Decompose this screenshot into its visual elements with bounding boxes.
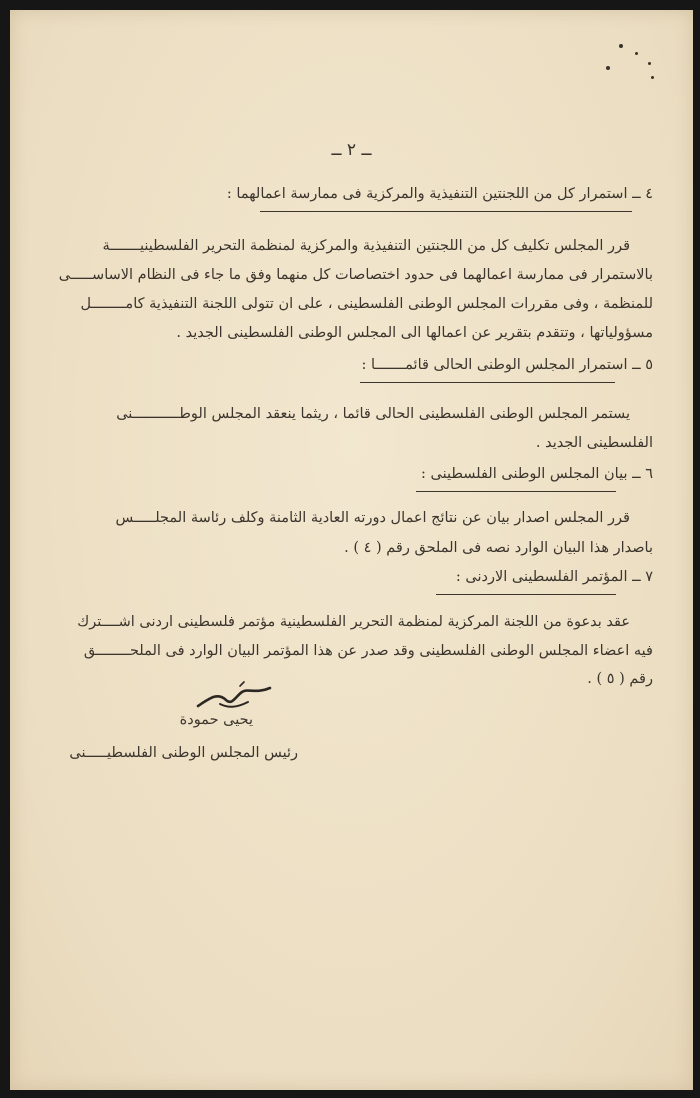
section-4-line-4: مسؤولياتها ، وتتقدم بتقرير عن اعمالها الى المجلس الوطنى الفلسطينى الجديد .: [176, 325, 653, 341]
section-4-line-3: للمنظمة ، وفى مقررات المجلس الوطنى الفلسطينى ، على ان تتولى اللجنة التنفيذية كامــــــــل: [80, 296, 653, 312]
section-7-line-2: فيه اعضاء المجلس الوطنى الفلسطينى وقد صدر عن هذا المؤتمر البيان الوارد فى الملحــــــــق: [83, 643, 653, 659]
section-5-underline: [360, 382, 615, 383]
corner-dot: [651, 76, 654, 79]
section-6-line-2: باصدار هذا البيان الوارد نصه فى الملحق رقم ( ٤ ) .: [344, 540, 653, 556]
corner-dot: [648, 62, 651, 65]
section-5-heading: ٥ ــ استمرار المجلس الوطنى الحالى قائمـــــــا :: [361, 357, 653, 373]
section-6-heading: ٦ ــ بيان المجلس الوطنى الفلسطينى :: [421, 466, 653, 482]
section-6-underline: [416, 491, 616, 492]
section-7-line-3: رقم ( ٥ ) .: [587, 671, 653, 687]
section-4-underline: [260, 211, 632, 212]
corner-dot: [606, 66, 610, 70]
section-7-heading: ٧ ــ المؤتمر الفلسطينى الاردنى :: [455, 569, 653, 585]
section-4-line-2: بالاستمرار فى ممارسة اعمالهما فى حدود اختصاصات كل منهما وفق ما جاء فى النظام الاساســـــى: [58, 267, 653, 283]
section-6-line-1: قرر المجلس اصدار بيان عن نتائج اعمال دورته العادية الثامنة وكلف رئاسة المجلـــــس: [115, 510, 630, 526]
section-5-line-1: يستمر المجلس الوطنى الفلسطينى الحالى قائما ، ريثما ينعقد المجلس الوطـــــــــــنى: [116, 406, 630, 422]
section-7-underline: [436, 594, 616, 595]
section-4-line-1: قرر المجلس تكليف كل من اللجنتين التنفيذية والمركزية لمنظمة التحرير الفلسطينيـــــــة: [102, 238, 630, 254]
corner-dot: [635, 52, 638, 55]
signatory-name: يحيى حمودة: [179, 712, 253, 728]
page-number: ــ ٢ ــ: [331, 140, 372, 160]
section-4-heading: ٤ ــ استمرار كل من اللجنتين التنفيذية والمركزية فى ممارسة اعمالهما :: [226, 186, 653, 202]
section-5-line-2: الفلسطينى الجديد .: [535, 435, 653, 451]
corner-dot: [619, 44, 623, 48]
document-page: [10, 10, 693, 1090]
signatory-title: رئيس المجلس الوطنى الفلسطيـــــنى: [69, 745, 298, 761]
section-7-line-1: عقد بدعوة من اللجنة المركزية لمنظمة التحرير الفلسطينية مؤتمر فلسطينى اردنى اشــــترك: [77, 614, 630, 630]
